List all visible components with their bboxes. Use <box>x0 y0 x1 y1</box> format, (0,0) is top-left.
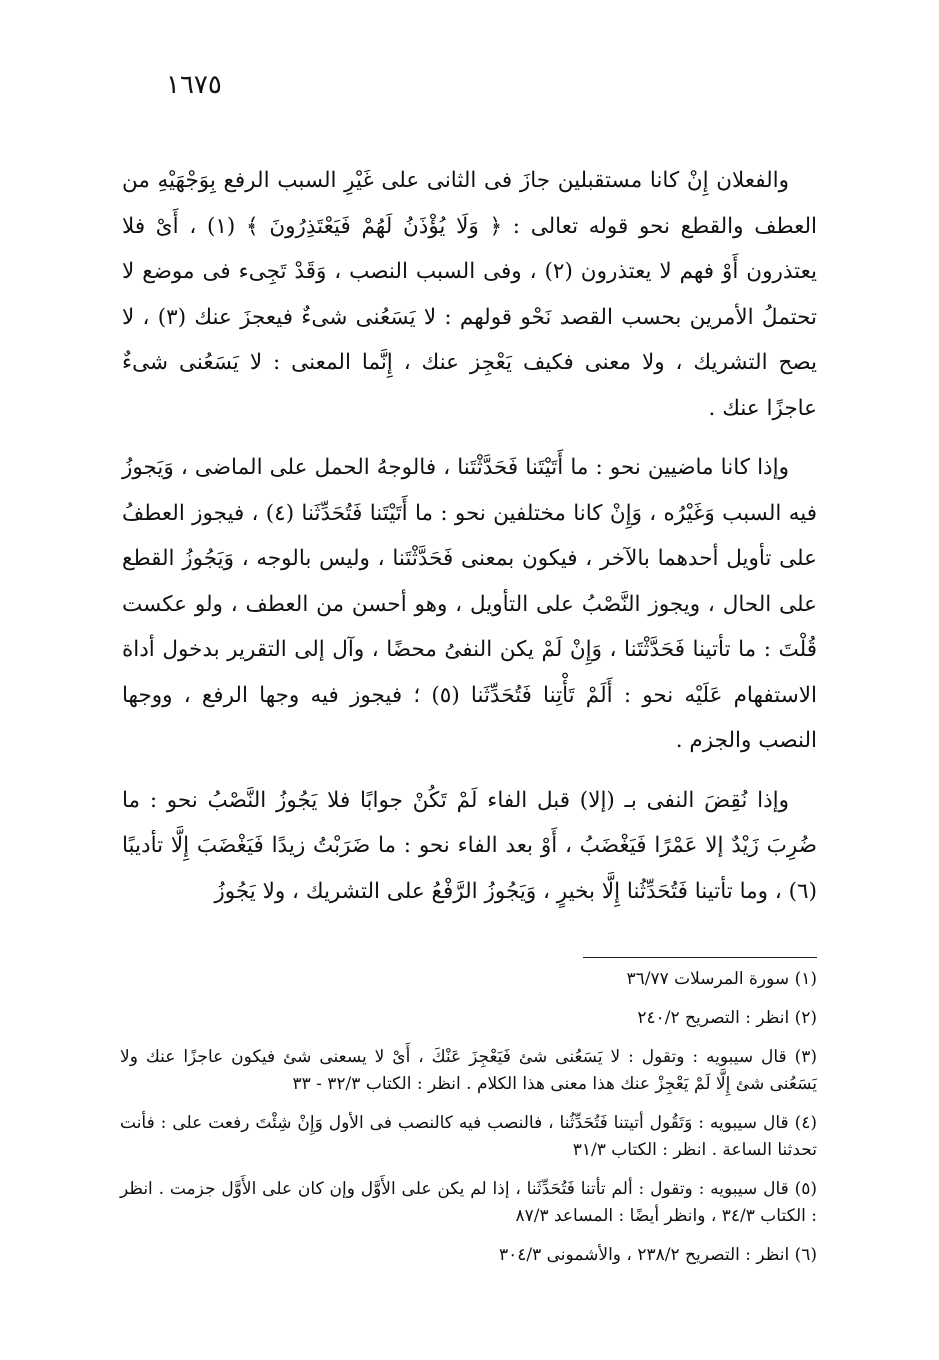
paragraph-text: والفعلان إِنْ كانا مستقبلين جازَ فى الثانى على غَيْرِ السبب الرفع بِوَجْهَيْهِ من العطف والقطع نحو قوله تعالى : ﴿ وَلَا يُؤْذَنُ لَهُمْ فَيَعْتَذِرُونَ ﴾ (١) ، أَىْ فلا يعتذرون أَوْ فهم لا يعتذرون (٢) ، وفى السبب النصب ، وَقَدْ تَجِىء فى موضع لا تحتملُ الأمرين بحسب القصد نَحْو قولهم : لا يَسَعُنى شىءٌ فيعجزَ عنك (٣) ، لا يصح التشريك ، ولا معنى فكيف يَعْجِز عنك ، إِنَّما المعنى : لا يَسَعُنى شىءٌ عاجزًا عنك . <box>122 168 817 421</box>
footnote: (٥) قال سيبويه : وتقول : ألم تأتنا فَتُحَدِّثَنا ، إذا لم يكن على الأَوَّل وإن كان على الأَوَّل جزمت . انظر : الكتاب ٣٤/٣ ، وانظر أيضًا : المساعد ٨٧/٣ <box>120 1179 817 1226</box>
footnotes <box>120 966 817 1281</box>
paragraph <box>122 158 817 431</box>
paragraph-text: وإذا نُقِضَ النفى بـ (إلا) قبل الفاء لَمْ تَكُنْ جوابًا فلا يَجُوزُ النَّصْبُ نحو : ما ضُرِبَ زَيْدٌ إلا عَمْرًا فَيَغْضَبُ ، أَوْ بعد الفاء نحو : ما ضَرَبْتُ زيدًا فَيَغْضَبَ إِلَّا تأديبًا (٦) ، وما تأتينا فَتُحَدِّثُنا إِلَّا بخيرٍ ، وَيَجُوزُ الرَّفْعُ على التشريك ، ولا يَجُوزُ <box>122 787 817 904</box>
main-text <box>122 158 817 928</box>
footnote: (٣) قال سيبويه : وتقول : لا يَسَعُنى شئ فَيَعْجِزَ عَنْكَ ، أَىْ لا يسعنى شئ فيكون عاجزًا عنك ولا يَسَعُنى شئ إِلَّا لَمْ يَعْجِزْ عنك هذا معنى هذا الكلام . انظر : الكتاب ٣٢/٣ - ٣٣ <box>120 1047 817 1094</box>
footnote: (٤) قال سيبويه : وَتَقُول أتيتنا فَتُحَدِّثُنا ، فالنصب فيه كالنصب فى الأول وَإِنْ شِئْتَ رفعت على : فأنت تحدثنا الساعة . انظر : الكتاب ٣١/٣ <box>120 1113 817 1160</box>
paragraph <box>122 445 817 764</box>
footnote-separator <box>583 957 817 958</box>
paragraph-text: وإذا كانا ماضيين نحو : ما أَتَيْتَنا فَحَدَّثْتَنا ، فالوجهُ الحمل على الماضى ، وَيَجوزُ فيه السبب وَغَيْرُه ، وَإِنْ كانا مختلفين نحو : ما أَتَيْتَنا فَتُحَدِّثَنا (٤) ، فيجوز العطفُ على تأويل أحدهما بالآخر ، فيكون بمعنى فَحَدَّثْتَنا ، وليس بالوجه ، وَيَجُوزُ القطع على الحال ، ويجوز النَّصْبُ على التأويل ، وهو أحسن من العطف ، ولو عكست قُلْتَ : ما تأتينا فَحَدَّثْتَنا ، وَإِنْ لَمْ يكن النفىُ محضًا ، وآل إلى التقرير بدخول أداة الاستفهام عَلَيْه نحو : أَلَمْ تَأْتِنا فَتُحَدِّثَنا (٥) ؛ فيجوز فيه وجها الرفع ، ووجها النصب والجزم . <box>122 455 817 753</box>
paragraph <box>122 778 817 915</box>
footnote: (١) سورة المرسلات ٣٦/٧٧ <box>626 969 817 989</box>
footnote: (٦) انظر : التصريح ٢٣٨/٢ ، والأشمونى ٣٠٤/٣ <box>498 1245 817 1265</box>
footnote: (٢) انظر : التصريح ٢٤٠/٢ <box>637 1008 817 1028</box>
page-number: ١٦٧٥ <box>166 70 222 100</box>
